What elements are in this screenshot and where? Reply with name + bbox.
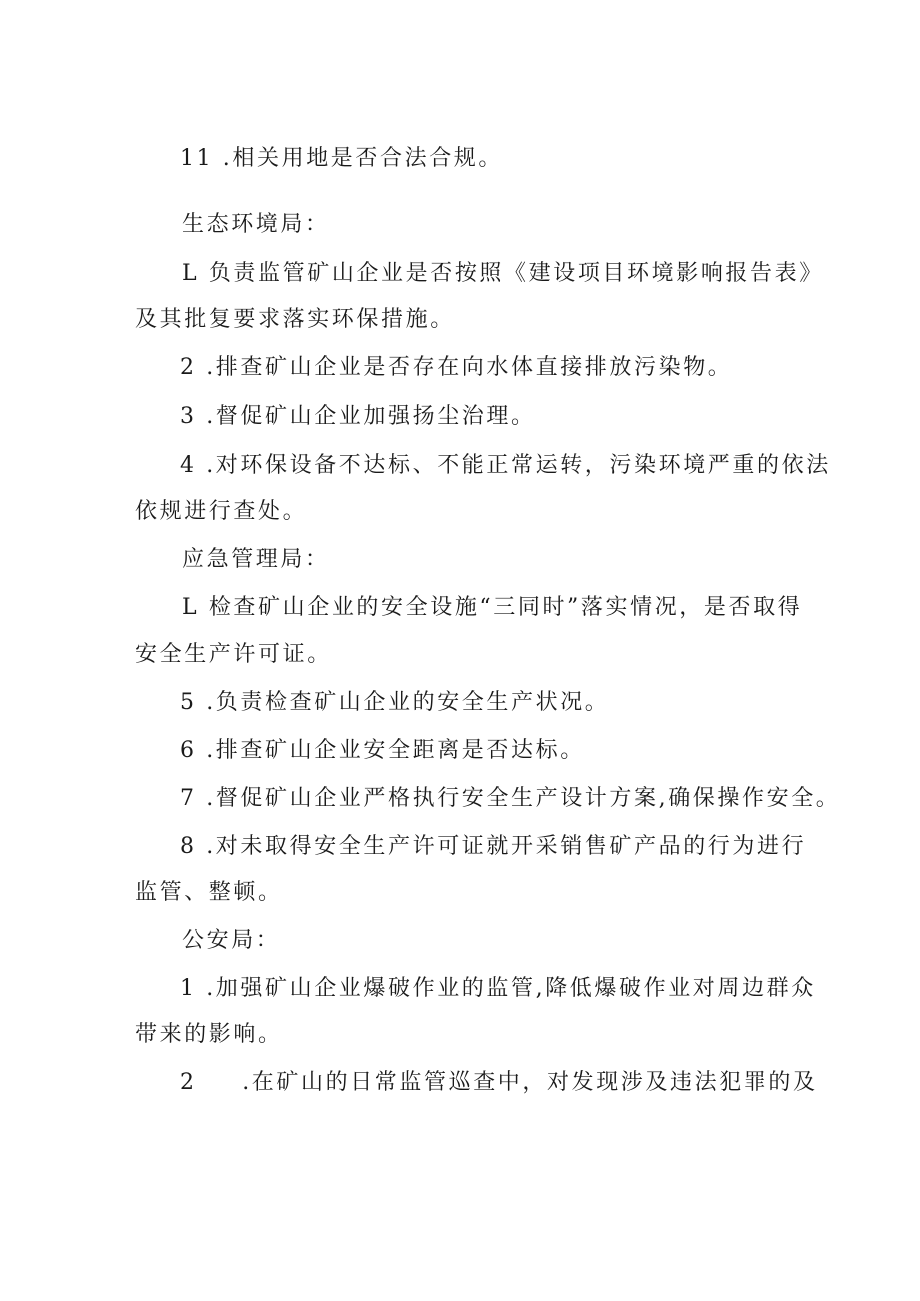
item-2-discharge (180, 353, 732, 383)
item-text: 安全生产许可证。 (135, 642, 332, 667)
item-number: 3 (180, 404, 197, 429)
heading-text: 公安局： (182, 928, 281, 953)
item-text: 检查矿山企业的安全设施“三同时”落实情况，是否取得 (208, 595, 803, 620)
section-heading-eco-environment (182, 210, 330, 240)
item-text: .对未取得安全生产许可证就开采销售矿产品的行为进行 (206, 834, 807, 859)
item-text: .相关用地是否合法合规。 (222, 146, 503, 171)
item-2-inspection (180, 1068, 818, 1098)
item-l-eco-supervise (182, 259, 824, 289)
item-text: .对环保设备不达标、不能正常运转，污染环境严重的依法 (206, 453, 831, 478)
item-5-safety-status (180, 688, 609, 718)
item-text: .排查矿山企业是否存在向水体直接排放污染物。 (206, 355, 733, 380)
item-number: L (182, 595, 200, 620)
item-l-eco-continuation (135, 305, 455, 335)
item-1-continuation (135, 1020, 283, 1050)
item-text: 负责监管矿山企业是否按照《建设项目环境影响报告表》 (208, 261, 824, 286)
item-number: 5 (180, 690, 197, 715)
item-8-continuation (135, 878, 283, 908)
item-text: 依规进行查处。 (135, 499, 308, 524)
section-heading-public-security (182, 926, 280, 956)
item-11-land-use (180, 144, 503, 174)
item-text: .督促矿山企业严格执行安全生产设计方案,确保操作安全。 (206, 786, 841, 811)
item-number: 1 (180, 976, 197, 1001)
item-text: .在矿山的日常监管巡查中，对发现涉及违法犯罪的及 (242, 1070, 818, 1095)
heading-text: 应急管理局： (182, 547, 330, 572)
item-1-blasting (180, 974, 816, 1004)
item-text: 及其批复要求落实环保措施。 (135, 307, 455, 332)
item-number: 2 (180, 355, 197, 380)
item-text: .加强矿山企业爆破作业的监管,降低爆破作业对周边群众 (206, 976, 816, 1001)
item-number: 4 (180, 453, 197, 478)
item-8-unlicensed-mining (180, 832, 806, 862)
item-l-safety-facilities (182, 593, 802, 623)
heading-text: 生态环境局： (182, 212, 330, 237)
item-4-continuation (135, 497, 307, 527)
item-text: .督促矿山企业加强扬尘治理。 (206, 404, 536, 429)
item-text: .排查矿山企业安全距离是否达标。 (206, 738, 585, 763)
section-heading-emergency (182, 545, 330, 575)
item-text: 监管、整顿。 (135, 880, 283, 905)
item-number: 6 (180, 738, 197, 763)
item-3-dust (180, 402, 536, 432)
item-4-equipment (180, 451, 831, 481)
item-number: L (182, 261, 200, 286)
item-text: .负责检查矿山企业的安全生产状况。 (206, 690, 610, 715)
item-number: 2 (180, 1070, 197, 1095)
item-6-safety-distance (180, 736, 585, 766)
item-7-design-plan (180, 784, 840, 814)
item-l-safety-continuation (135, 640, 332, 670)
item-number: 11 (180, 146, 214, 171)
item-text: 带来的影响。 (135, 1022, 283, 1047)
item-number: 8 (180, 834, 197, 859)
item-number: 7 (180, 786, 197, 811)
